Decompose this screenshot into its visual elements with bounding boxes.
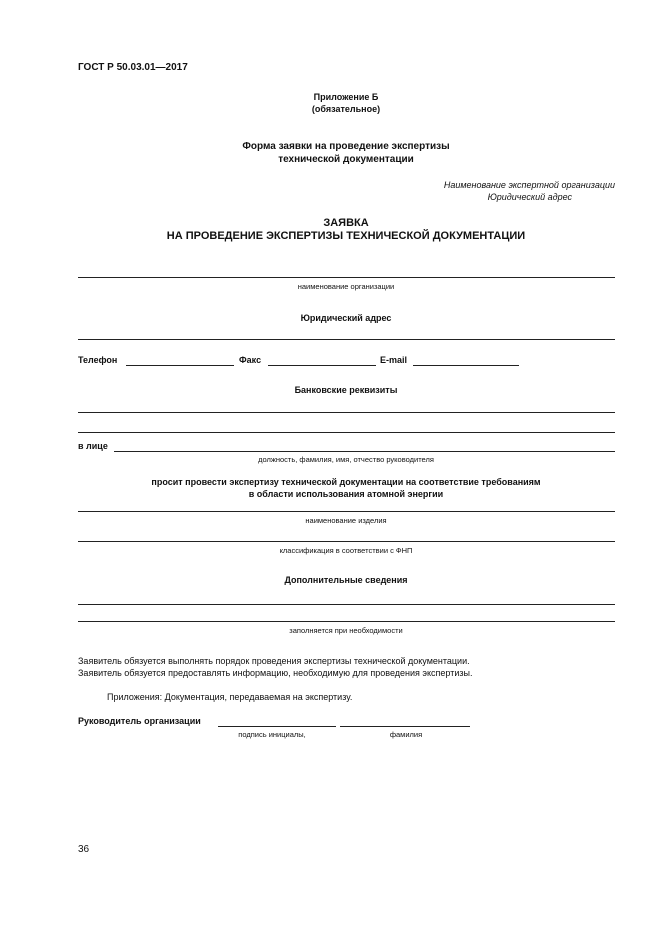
- legal-address-label: Юридический адрес: [300, 313, 392, 323]
- email-line[interactable]: [413, 365, 519, 366]
- appendix-title: Приложение Б: [313, 92, 379, 102]
- additional-info-line-2[interactable]: [78, 621, 615, 622]
- fax-label: Факс: [239, 355, 262, 365]
- obligation-line2: Заявитель обязуется предоставлять информацию, необходимую для проведения экспертизы.: [78, 668, 473, 678]
- signature-caption: подпись инициалы,: [238, 730, 306, 739]
- request-line2: в области использования атомной энергии: [248, 489, 444, 499]
- addressee-organization: Наименование экспертной организации: [443, 180, 615, 190]
- legal-address-line[interactable]: [78, 339, 615, 340]
- organization-line[interactable]: [78, 277, 615, 278]
- bank-details-label: Банковские реквизиты: [294, 385, 398, 395]
- attachments-text: Приложения: Документация, передаваемая на экспертизу.: [107, 692, 353, 702]
- organization-caption: наименование организации: [297, 282, 395, 291]
- form-title-line2: технической документации: [278, 154, 414, 165]
- product-line[interactable]: [78, 511, 615, 512]
- page-number: 36: [78, 844, 90, 855]
- classification-caption: классификация в соответствии с ФНП: [279, 546, 413, 555]
- additional-info-label: Дополнительные сведения: [284, 575, 408, 585]
- appendix-status: (обязательное): [311, 104, 381, 114]
- application-title: ЗАЯВКА: [323, 217, 369, 229]
- application-subtitle: НА ПРОВЕДЕНИЕ ЭКСПЕРТИЗЫ ТЕХНИЧЕСКОЙ ДОКУМЕНТАЦИИ: [166, 230, 526, 242]
- in-person-line[interactable]: [114, 451, 615, 452]
- phone-line[interactable]: [126, 365, 234, 366]
- phone-label: Телефон: [78, 355, 118, 365]
- product-caption: наименование изделия: [305, 516, 387, 525]
- surname-caption: фамилия: [389, 730, 423, 739]
- addressee-address: Юридический адрес: [487, 192, 572, 202]
- standard-number: ГОСТ Р 50.03.01—2017: [78, 62, 188, 73]
- obligation-line1: Заявитель обязуется выполнять порядок проведения экспертизы технической документации.: [78, 656, 470, 666]
- head-of-organization-label: Руководитель организации: [78, 716, 201, 726]
- request-line1: просит провести экспертизу технической документации на соответствие требованиям: [151, 477, 541, 487]
- classification-line[interactable]: [78, 541, 615, 542]
- optional-caption: заполняется при необходимости: [289, 626, 403, 635]
- surname-line[interactable]: [340, 726, 470, 727]
- bank-details-line-1[interactable]: [78, 412, 615, 413]
- signature-line[interactable]: [218, 726, 336, 727]
- person-caption: должность, фамилия, имя, отчество руководителя: [258, 455, 434, 464]
- bank-details-line-2[interactable]: [78, 432, 615, 433]
- form-title-line1: Форма заявки на проведение экспертизы: [242, 141, 450, 152]
- email-label: E-mail: [380, 355, 408, 365]
- in-person-label: в лице: [78, 441, 108, 451]
- additional-info-line-1[interactable]: [78, 604, 615, 605]
- fax-line[interactable]: [268, 365, 376, 366]
